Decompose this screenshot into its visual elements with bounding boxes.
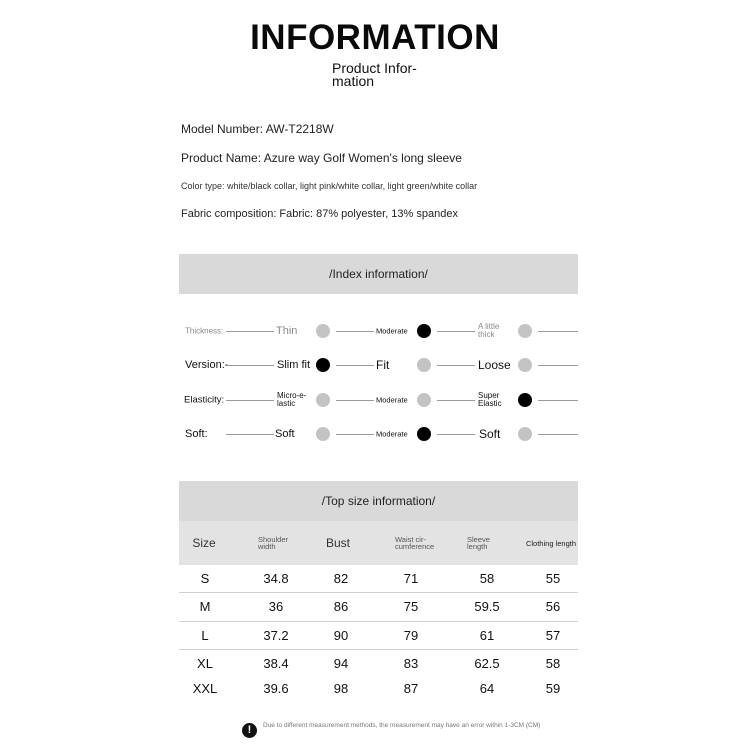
cell-bust: 98: [333, 681, 349, 696]
cell-clothing-length: 59: [545, 681, 561, 696]
index-connector-line: [538, 400, 578, 401]
cell-clothing-length: 57: [545, 628, 561, 643]
fabric-composition: Fabric composition: Fabric: 87% polyester, 13% spandex: [181, 208, 458, 220]
index-connector-line: [538, 331, 578, 332]
index-connector-line: [226, 331, 274, 332]
index-option-label: Micro-e-lastic: [277, 391, 307, 408]
cell-sleeve: 59.5: [474, 599, 500, 614]
cell-size: XXL: [192, 681, 218, 696]
index-option-label: Loose: [478, 358, 511, 372]
column-header-sleeve: Sleeve length: [467, 535, 490, 551]
index-option-label: Fit: [376, 358, 390, 372]
index-option-dot: [417, 358, 431, 372]
table-row: [179, 593, 578, 621]
cell-clothing-length: 58: [545, 656, 561, 671]
size-information-heading: /Top size information/: [321, 494, 436, 508]
index-option-dot-selected: [417, 427, 431, 441]
index-option-dot-selected: [316, 358, 330, 372]
cell-sleeve: 61: [479, 628, 495, 643]
index-option-dot: [316, 393, 330, 407]
index-connector-line: [437, 434, 475, 435]
index-connector-line: [226, 400, 274, 401]
cell-clothing-length: 55: [545, 571, 561, 586]
index-row-version: [0, 352, 750, 378]
index-option-label: Super Elastic: [478, 391, 502, 408]
index-row-label: Soft:: [185, 428, 208, 440]
index-connector-line: [336, 434, 374, 435]
product-name: Product Name: Azure way Golf Women's long sleeve: [181, 151, 462, 165]
cell-waist: 87: [403, 681, 419, 696]
cell-shoulder: 37.2: [263, 628, 289, 643]
cell-shoulder: 38.4: [263, 656, 289, 671]
table-row: [179, 622, 578, 650]
index-option-dot-selected: [417, 324, 431, 338]
index-option-dot: [518, 427, 532, 441]
cell-shoulder: 34.8: [263, 571, 289, 586]
index-option-label: Soft: [479, 427, 501, 441]
index-option-dot: [417, 393, 431, 407]
column-header-bust: Bust: [325, 536, 350, 550]
size-information-band: [179, 481, 578, 521]
index-option-label: Thin: [276, 325, 298, 337]
size-table: [179, 481, 578, 703]
cell-bust: 90: [333, 628, 349, 643]
table-row: [179, 565, 578, 593]
color-type: Color type: white/black collar, light pink/white collar, light green/white collar: [181, 181, 478, 191]
page-title: INFORMATION: [250, 18, 500, 57]
subtitle-line-2: mation: [332, 73, 375, 89]
cell-waist: 79: [403, 628, 419, 643]
index-option-dot: [316, 427, 330, 441]
index-row-label: Version:-: [185, 359, 229, 371]
cell-size: XL: [197, 656, 213, 671]
index-connector-line: [538, 365, 578, 366]
subtitle-line-1: Product Infor-: [332, 60, 417, 76]
column-header-clothing-length: Clothing length: [525, 538, 577, 548]
index-option-label: A little thick: [478, 322, 500, 339]
exclamation-icon: !: [242, 723, 257, 738]
cell-shoulder: 36: [268, 599, 284, 614]
column-header-shoulder: Shoulder width: [258, 535, 289, 551]
index-connector-line: [336, 365, 374, 366]
index-connector-line: [437, 331, 475, 332]
index-option-dot: [518, 324, 532, 338]
index-option-label: Moderate: [376, 429, 408, 439]
index-row-thickness: [0, 318, 750, 344]
cell-sleeve: 62.5: [474, 656, 500, 671]
cell-waist: 83: [403, 656, 419, 671]
index-connector-line: [437, 400, 475, 401]
index-option-dot: [518, 358, 532, 372]
index-connector-line: [336, 331, 374, 332]
index-option-dot-selected: [518, 393, 532, 407]
index-option-dot: [316, 324, 330, 338]
cell-size: M: [199, 599, 211, 614]
index-information-band: [179, 254, 578, 294]
cell-sleeve: 64: [479, 681, 495, 696]
cell-size: L: [201, 628, 209, 643]
cell-shoulder: 39.6: [263, 681, 289, 696]
measurement-note: [242, 721, 542, 741]
model-number: Model Number: AW-T2218W: [181, 122, 334, 136]
index-row-label: Thickness:: [185, 326, 224, 336]
index-connector-line: [336, 400, 374, 401]
index-option-label: Moderate: [376, 395, 408, 405]
index-row-label: Elasticity:: [184, 394, 225, 406]
index-connector-line: [437, 365, 475, 366]
cell-clothing-length: 56: [545, 599, 561, 614]
table-row: [179, 650, 578, 678]
cell-waist: 71: [403, 571, 419, 586]
index-row-elasticity: [0, 387, 750, 413]
size-table-header: [179, 521, 578, 565]
index-option-label: Moderate: [376, 326, 408, 336]
index-row-soft: [0, 421, 750, 447]
index-connector-line: [538, 434, 578, 435]
page-subtitle: [332, 62, 427, 88]
index-information-heading: /Index information/: [329, 267, 428, 281]
column-header-waist: Waist cir-cumference: [395, 535, 435, 551]
index-connector-line: [228, 365, 274, 366]
measurement-note-text: Due to different measurement methods, the measurement may have an error within 1-3CM (CM): [263, 722, 541, 729]
index-option-label: Slim fit: [277, 359, 310, 371]
index-connector-line: [226, 434, 274, 435]
cell-bust: 82: [333, 571, 349, 586]
index-option-label: Soft: [275, 428, 295, 440]
cell-size: S: [200, 571, 210, 586]
cell-sleeve: 58: [479, 571, 495, 586]
cell-waist: 75: [403, 599, 419, 614]
table-row: [179, 675, 578, 703]
cell-bust: 94: [333, 656, 349, 671]
column-header-size: Size: [192, 536, 216, 550]
cell-bust: 86: [333, 599, 349, 614]
